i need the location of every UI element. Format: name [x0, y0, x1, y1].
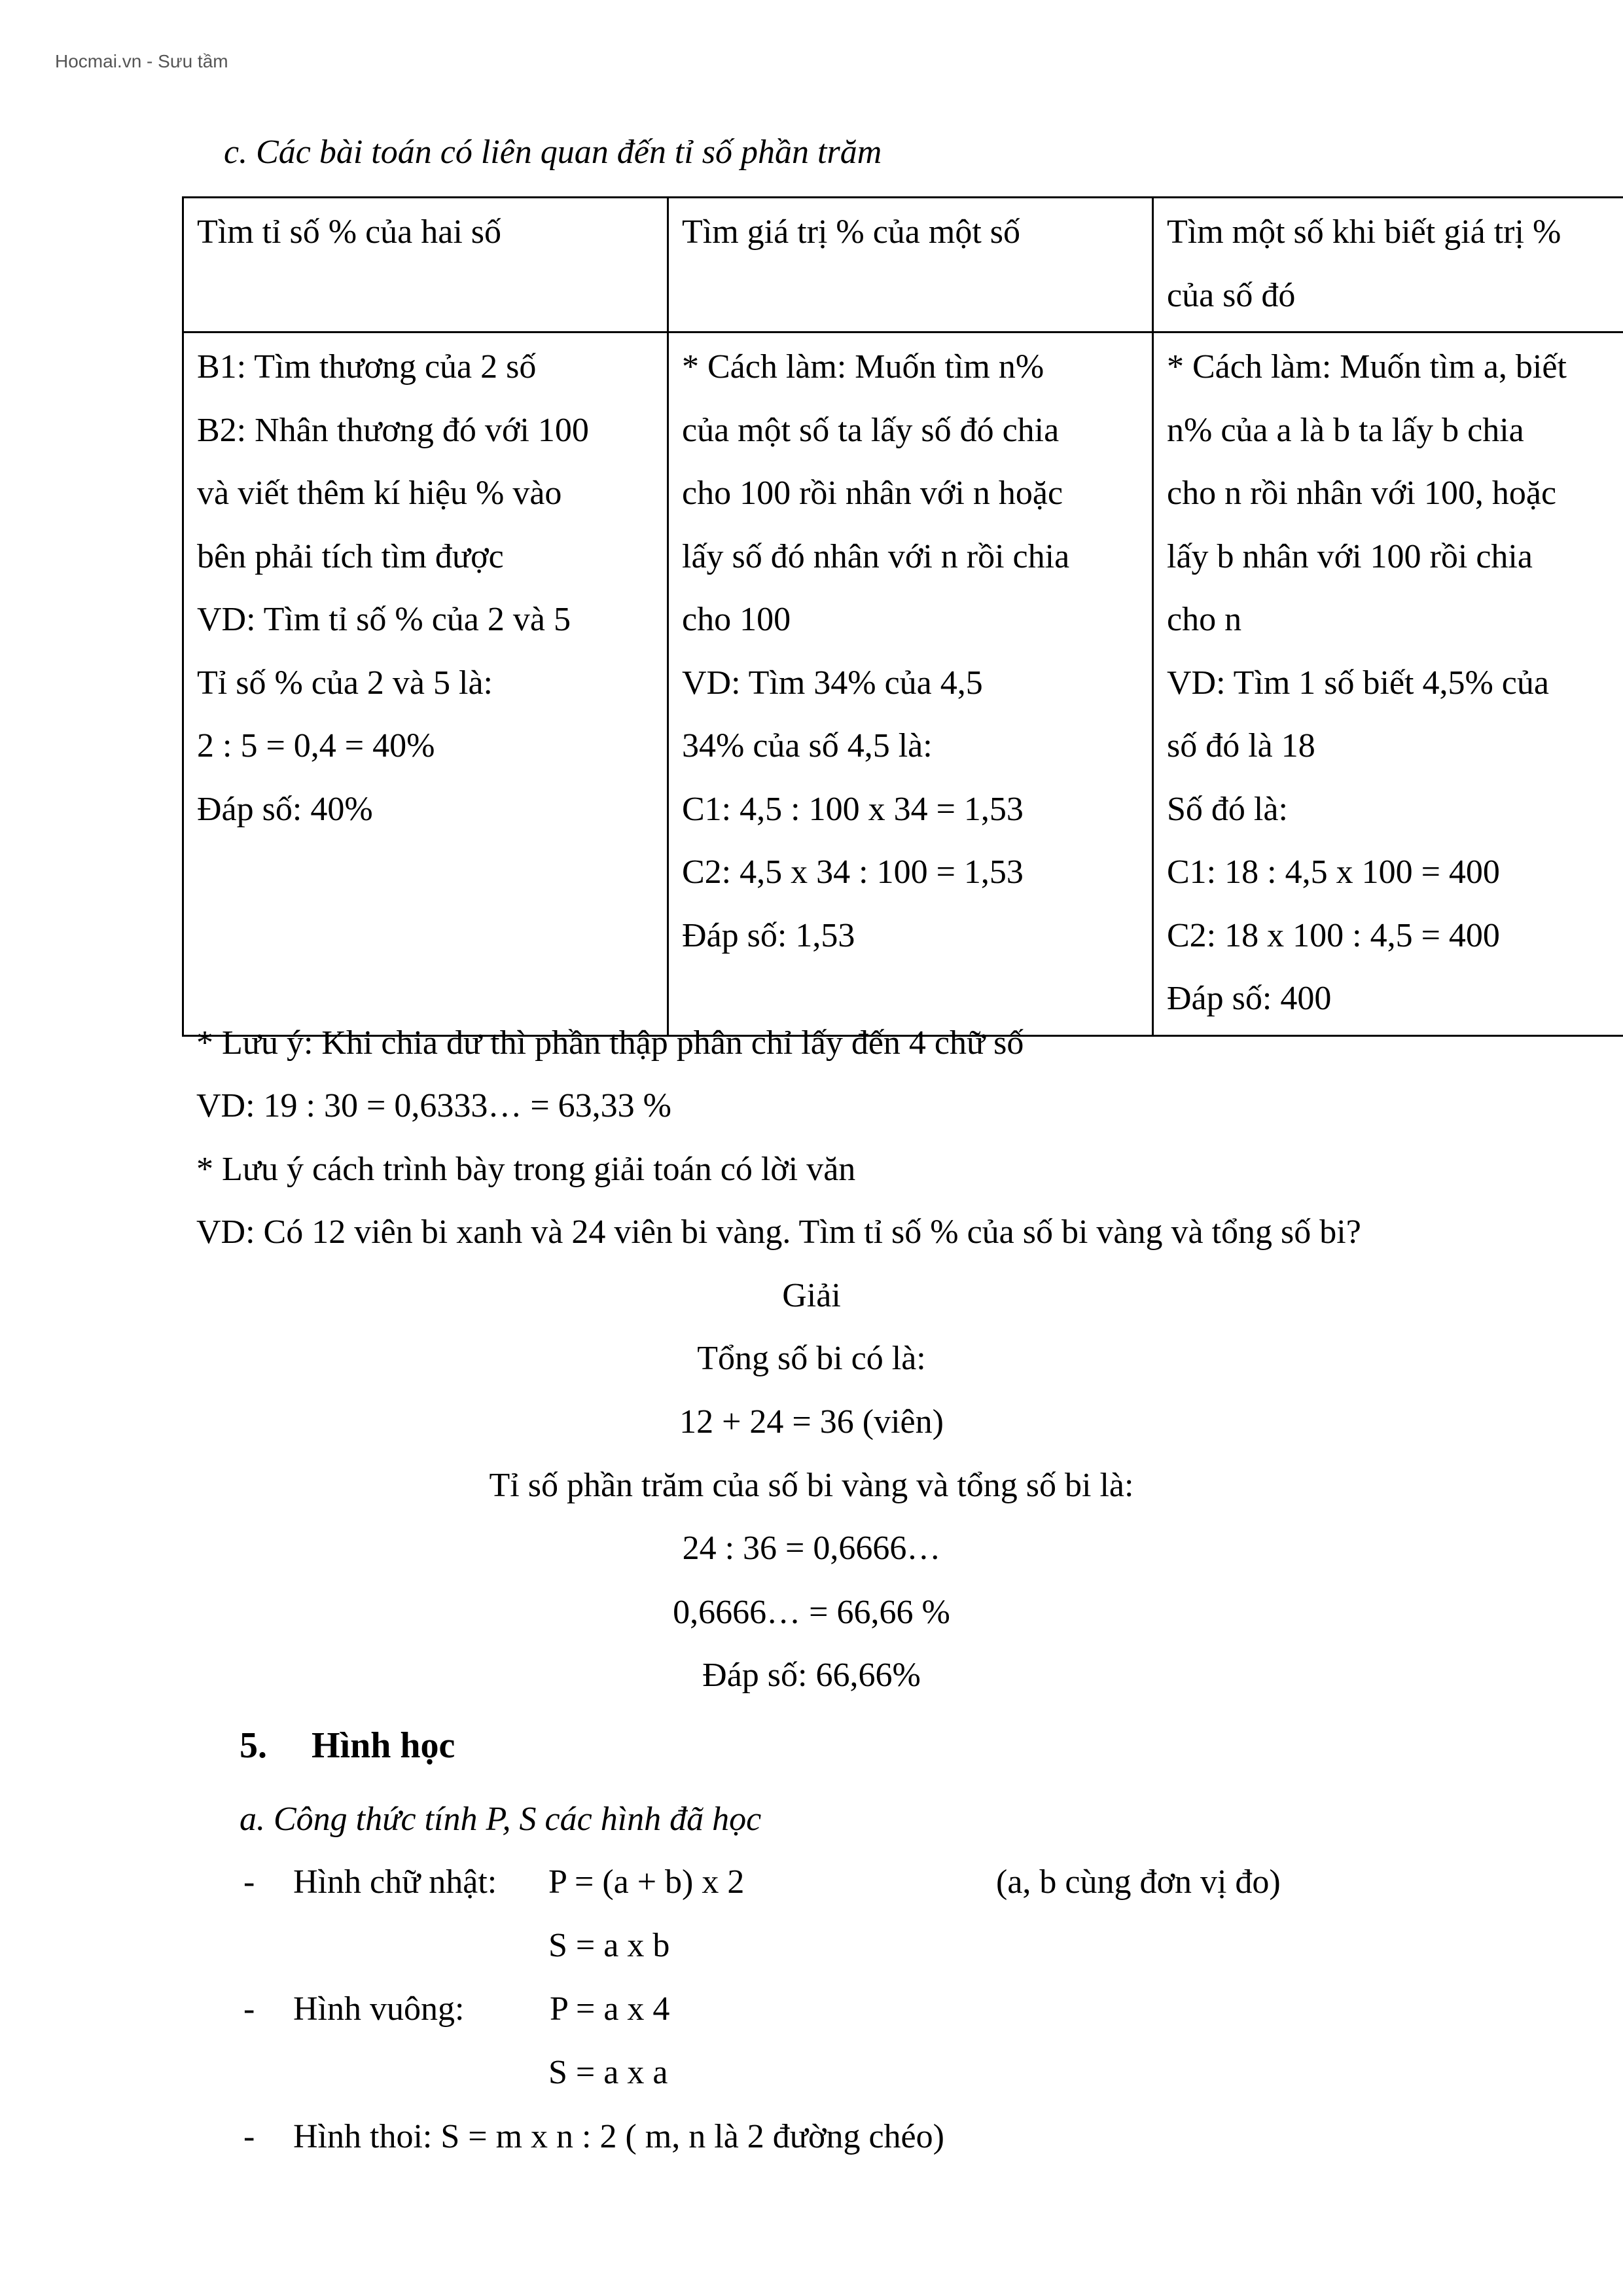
- cell-line: số đó là 18: [1167, 727, 1315, 764]
- cell-line: VD: Tìm 1 số biết 4,5% của: [1167, 664, 1549, 702]
- cell-line: cho 100: [682, 601, 791, 638]
- cell-line: Tìm tỉ số % của hai số: [197, 213, 502, 251]
- cell-line: cho n: [1167, 601, 1242, 638]
- cell-line: VD: Tìm 34% của 4,5: [682, 664, 983, 702]
- note-remainder-example: VD: 19 : 30 = 0,6333… = 63,33 %: [196, 1087, 671, 1124]
- table-row: [183, 332, 1623, 1036]
- cell-line: 34% của số 4,5 là:: [682, 727, 933, 764]
- section-5-title: Hình học: [312, 1725, 455, 1766]
- cell-line: lấy số đó nhân với n rồi chia: [682, 537, 1070, 575]
- table-header-cell: [668, 198, 1153, 332]
- solution-line: Tổng số bi có là:: [697, 1340, 926, 1377]
- cell-line: cho 100 rồi nhân với n hoặc: [682, 475, 1063, 512]
- list-dash: -: [243, 1990, 255, 2028]
- cell-line: C1: 18 : 4,5 x 100 = 400: [1167, 853, 1500, 891]
- cell-line: Tỉ số % của 2 và 5 là:: [197, 664, 493, 702]
- section-5a-title: a. Công thức tính P, S các hình đã học: [240, 1801, 762, 1838]
- cell-line: lấy b nhân với 100 rồi chia: [1167, 537, 1533, 575]
- cell-line: cho n rồi nhân với 100, hoặc: [1167, 475, 1557, 512]
- cell-line: n% của a là b ta lấy b chia: [1167, 411, 1524, 449]
- percent-problems-table: [182, 196, 1623, 1037]
- cell-line: bên phải tích tìm được: [197, 537, 504, 575]
- page-header-source: Hocmai.vn - Sưu tầm: [55, 51, 228, 71]
- cell-line: * Cách làm: Muốn tìm n%: [682, 348, 1044, 386]
- square-area: S = a x a: [548, 2054, 668, 2091]
- table-cell-number: [1153, 332, 1623, 1036]
- square-perimeter: P = a x 4: [550, 1990, 670, 2028]
- cell-line: Đáp số: 40%: [197, 790, 373, 828]
- rectangle-unit-note: (a, b cùng đơn vị đo): [996, 1863, 1281, 1901]
- cell-line: Tìm một số khi biết giá trị %: [1167, 213, 1561, 251]
- rhombus-formula: Hình thoi: S = m x n : 2 ( m, n là 2 đường chéo): [293, 2118, 944, 2155]
- cell-line: C2: 4,5 x 34 : 100 = 1,53: [682, 853, 1024, 891]
- cell-line: Đáp số: 400: [1167, 980, 1332, 1017]
- table-cell-ratio: [183, 332, 668, 1036]
- table-cell-value: [668, 332, 1153, 1036]
- section-c-title: c. Các bài toán có liên quan đến tỉ số phần trăm: [224, 134, 882, 171]
- solution-line: 0,6666… = 66,66 %: [673, 1594, 950, 1631]
- table-header-row: [183, 198, 1623, 332]
- note-word-problem: * Lưu ý cách trình bày trong giải toán có lời văn: [196, 1151, 856, 1188]
- cell-line: của số đó: [1167, 276, 1296, 314]
- cell-line: VD: Tìm tỉ số % của 2 và 5: [197, 601, 571, 638]
- cell-line: C1: 4,5 : 100 x 34 = 1,53: [682, 790, 1024, 828]
- square-label: Hình vuông:: [293, 1990, 465, 2028]
- cell-line: 2 : 5 = 0,4 = 40%: [197, 727, 435, 764]
- cell-line: và viết thêm kí hiệu % vào: [197, 475, 562, 512]
- solution-heading: Giải: [782, 1277, 841, 1314]
- cell-line: của một số ta lấy số đó chia: [682, 411, 1060, 449]
- rectangle-area: S = a x b: [548, 1927, 670, 1964]
- rectangle-label: Hình chữ nhật:: [293, 1863, 497, 1901]
- list-dash: -: [243, 2118, 255, 2155]
- solution-line: 12 + 24 = 36 (viên): [679, 1403, 944, 1441]
- rectangle-perimeter: P = (a + b) x 2: [548, 1863, 745, 1901]
- note-remainder: * Lưu ý: Khi chia dư thì phần thập phân chỉ lấy đến 4 chữ số: [196, 1024, 1024, 1062]
- cell-line: B1: Tìm thương của 2 số: [197, 348, 537, 386]
- list-dash: -: [243, 1863, 255, 1901]
- solution-line: Tỉ số phần trăm của số bi vàng và tổng số bi là:: [489, 1467, 1134, 1504]
- solution-line: 24 : 36 = 0,6666…: [682, 1530, 941, 1567]
- solution-answer: Đáp số: 66,66%: [702, 1657, 921, 1694]
- cell-line: Tìm giá trị % của một số: [682, 213, 1021, 251]
- cell-line: Đáp số: 1,53: [682, 916, 855, 954]
- note-word-problem-example: VD: Có 12 viên bi xanh và 24 viên bi vàng. Tìm tỉ số % của số bi vàng và tổng số bi?: [196, 1213, 1361, 1251]
- cell-line: Số đó là:: [1167, 790, 1288, 828]
- table-header-cell: [1153, 198, 1623, 332]
- cell-line: C2: 18 x 100 : 4,5 = 400: [1167, 916, 1500, 954]
- table-header-cell: [183, 198, 668, 332]
- cell-line: * Cách làm: Muốn tìm a, biết: [1167, 348, 1567, 386]
- section-5-number: 5.: [240, 1725, 267, 1766]
- cell-line: B2: Nhân thương đó với 100: [197, 411, 589, 449]
